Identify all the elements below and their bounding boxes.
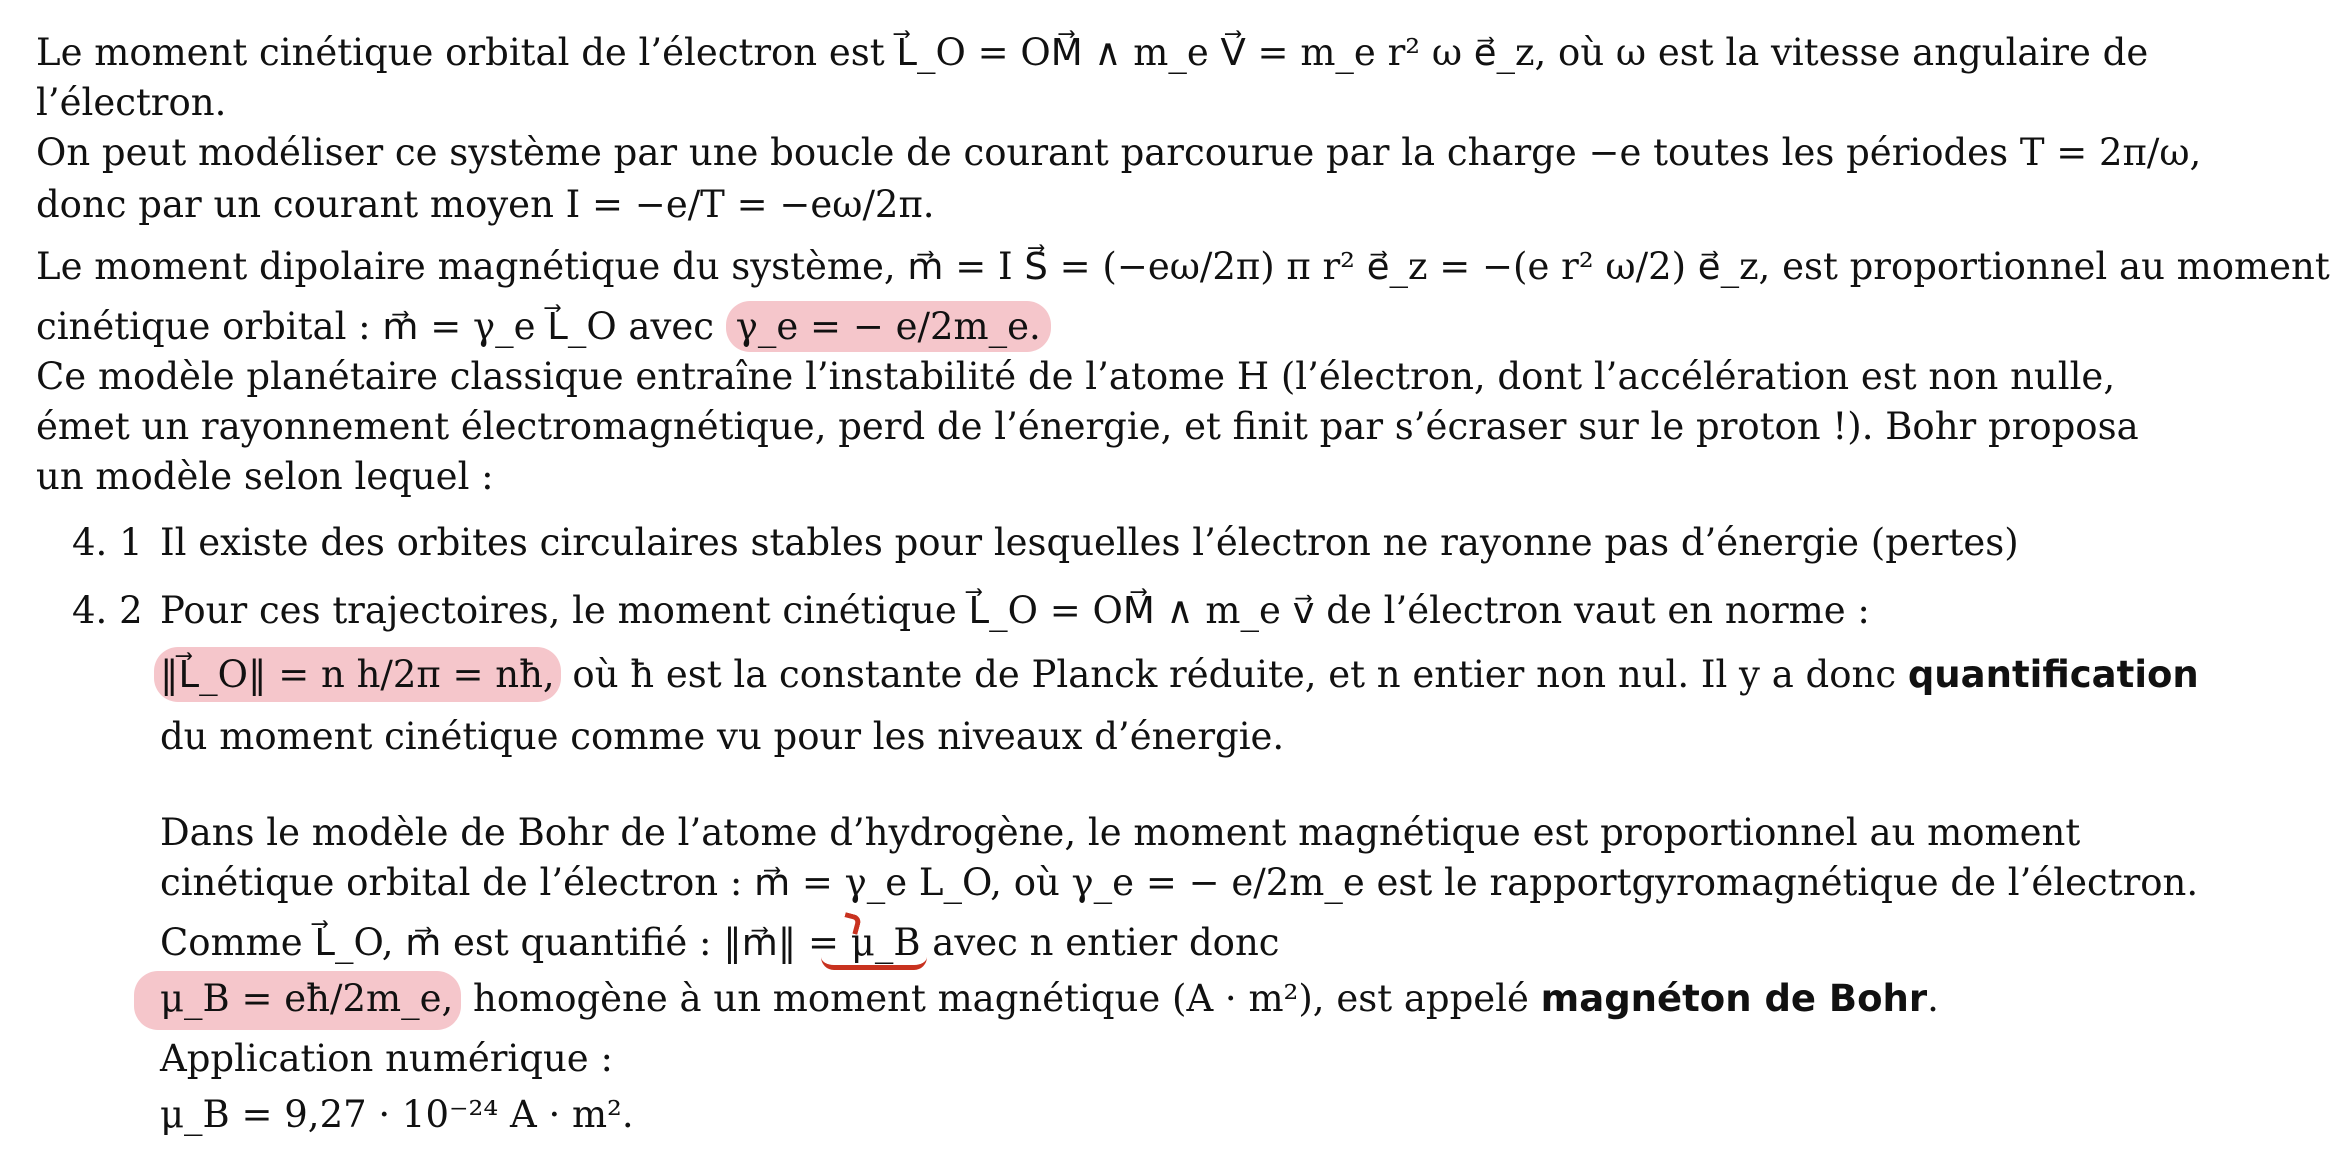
handwritten-underline-icon [821,957,927,970]
paragraph-3-line-2: cinétique orbital : m⃗ = γ_e L⃗_O avec γ_e = − e/2m_e. [36,302,1051,352]
bohr-magneton-highlight: μ_B = eħ/2m_e, [134,971,461,1030]
paragraph-3-line-1: Le moment dipolaire magnétique du système, m⃗ = I S⃗ = (−eω/2π) π r² e⃗_z = −(e r² ω/2) e⃗_z, est proportionnel au moment [36,245,2330,288]
paragraph-4-line-3: un modèle selon lequel : [36,455,494,498]
angular-momentum-quantization-highlight: ‖L⃗_O‖ = n h/2π = nħ, [154,647,561,702]
bohr-line-5: Application numérique : [160,1037,613,1080]
bohr-line-6: μ_B = 9,27 · 10⁻²⁴ A · m². [160,1093,634,1136]
paragraph-1-line-2: l’électron. [36,81,227,124]
list-item-text: Pour ces trajectoires, le moment cinétique L⃗_O = OM⃗ ∧ m_e v⃗ de l’électron vaut en norme : [160,589,1870,632]
list-item-text: Il existe des orbites circulaires stables pour lesquelles l’électron ne rayonne pas d’énergie (pertes) [160,521,2019,564]
bohr-line-2: cinétique orbital de l’électron : m⃗ = γ_e L_O, où γ_e = − e/2m_e est le rapportgyromagnétique de l’électron. [160,861,2199,904]
paragraph-4-line-2: émet un rayonnement électromagnétique, perd de l’énergie, et finit par s’écraser sur le proton !). Bohr proposa [36,405,2139,448]
list-item-number: 4. 2 [72,589,143,632]
paragraph-2-line-2: donc par un courant moyen I = −e/T = −eω/2π. [36,183,935,226]
paragraph-1-line-1: Le moment cinétique orbital de l’électron est L⃗_O = OM⃗ ∧ m_e V⃗ = m_e r² ω e⃗_z, où ω est la vitesse angulaire de [36,31,2149,74]
list-item-formula-line: ‖L⃗_O‖ = n h/2π = nħ, où ħ est la constante de Planck réduite, et n entier non nul. Il y a donc quantification [160,650,2199,700]
bohr-line-4: μ_B = eħ/2m_e, homogène à un moment magnétique (A · m²), est appelé magnéton de Bohr. [134,974,1939,1024]
paragraph-4-line-1: Ce modèle planétaire classique entraîne l’instabilité de l’atome H (l’électron, dont l’accélération est non nulle, [36,355,2116,398]
list-item-text: du moment cinétique comme vu pour les niveaux d’énergie. [160,715,1285,758]
bohr-line-3: Comme L⃗_O, m⃗ est quantifié : ‖m⃗‖ = μ_B avec n entier donc [160,918,1280,968]
gamma-e-highlight: γ_e = − e/2m_e. [726,301,1051,352]
bohr-line-1: Dans le modèle de Bohr de l’atome d’hydrogène, le moment magnétique est proportionnel au moment [160,811,2081,854]
mu-b-annotated: μ_B [851,918,921,968]
paragraph-2-line-1: On peut modéliser ce système par une boucle de courant parcourue par la charge −e toutes les périodes T = 2π/ω, [36,131,2202,174]
list-item-number: 4. 1 [72,521,143,564]
